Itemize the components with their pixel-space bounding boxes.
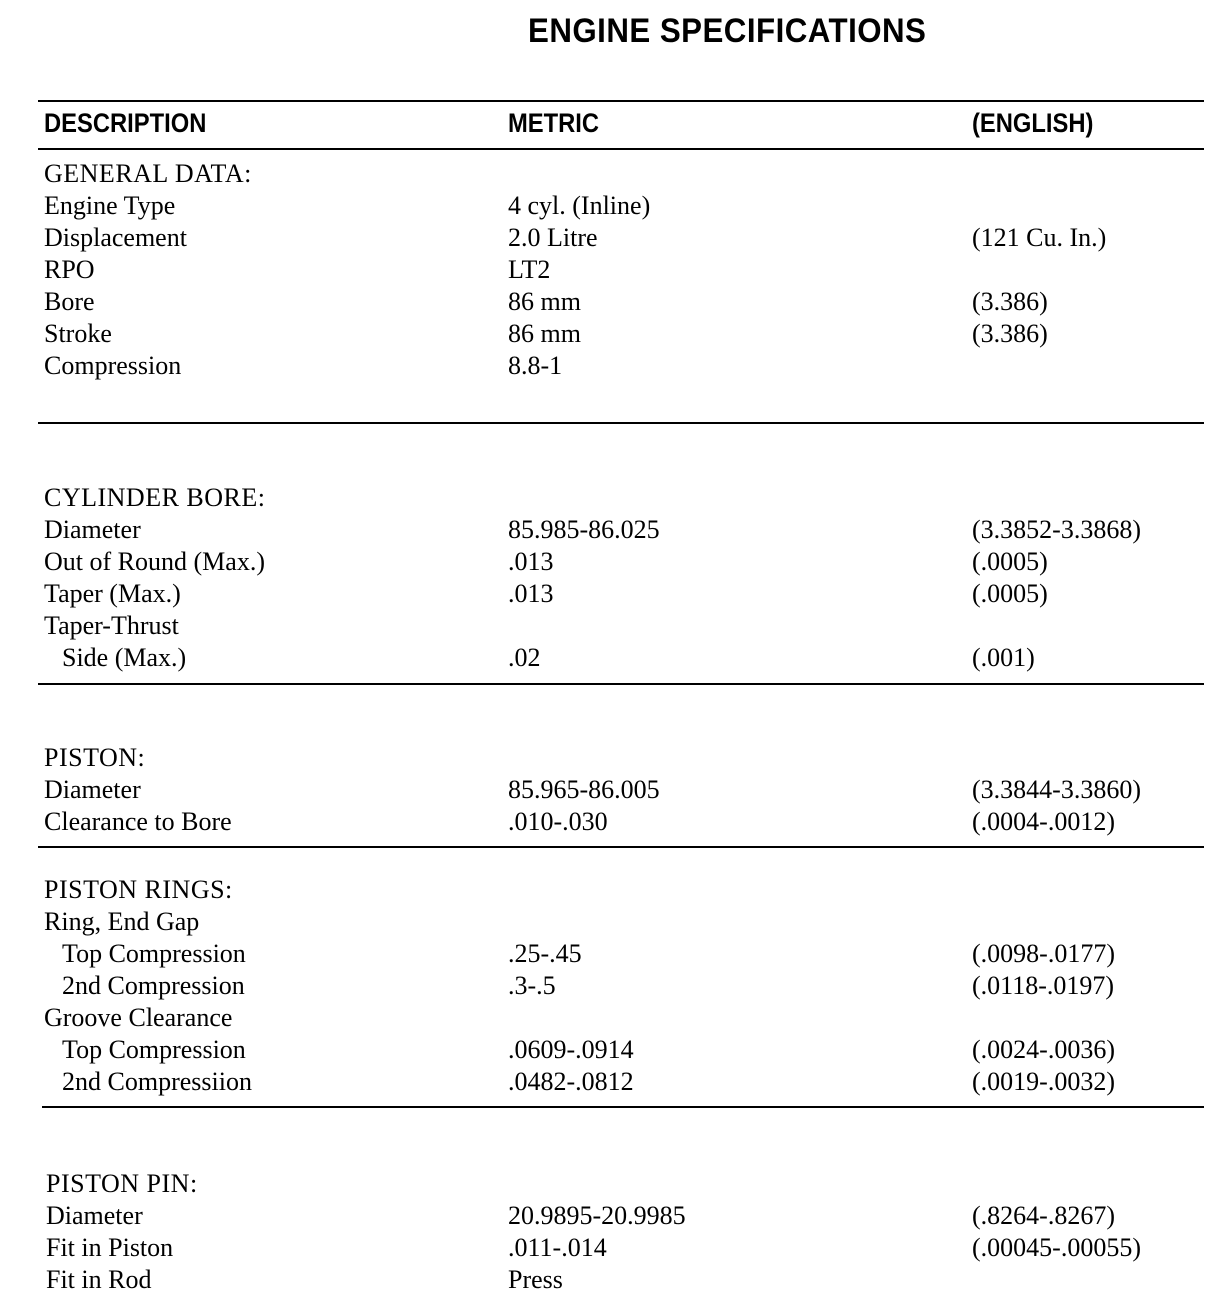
row-metric: 8.8-1 xyxy=(508,351,563,380)
row-label: Taper-Thrust xyxy=(44,611,179,640)
table-row xyxy=(0,578,1216,610)
row-label: Fit in Rod xyxy=(46,1265,152,1294)
table-row xyxy=(0,254,1216,286)
row-label: 2nd Compressiion xyxy=(62,1067,252,1096)
section-divider xyxy=(42,1106,1204,1108)
row-english: (.0005) xyxy=(972,579,1048,608)
section-cylinder-bore xyxy=(0,482,1216,674)
row-label: Groove Clearance xyxy=(44,1003,233,1032)
row-english: (.0004-.0012) xyxy=(972,807,1115,836)
row-metric: .011-.014 xyxy=(508,1233,607,1262)
row-english: (.00045-.00055) xyxy=(972,1233,1141,1262)
row-label: Top Compression xyxy=(62,1035,246,1064)
row-label: Side (Max.) xyxy=(62,643,187,672)
table-row xyxy=(0,906,1216,938)
header-bottom-rule xyxy=(38,148,1204,150)
row-label: RPO xyxy=(44,255,95,284)
row-metric: .3-.5 xyxy=(508,971,556,1000)
row-label: Bore xyxy=(44,287,95,316)
row-metric: 85.965-86.005 xyxy=(508,775,660,804)
table-row xyxy=(0,1200,1216,1232)
row-metric: .010-.030 xyxy=(508,807,608,836)
section-heading xyxy=(0,742,1216,774)
table-row xyxy=(0,514,1216,546)
table-row xyxy=(0,774,1216,806)
table-row xyxy=(0,1232,1216,1264)
row-label: Ring, End Gap xyxy=(44,907,200,936)
row-label: 2nd Compression xyxy=(62,971,245,1000)
table-row xyxy=(0,286,1216,318)
section-heading-text: PISTON RINGS: xyxy=(44,875,233,904)
section-piston-rings xyxy=(0,874,1216,1098)
row-metric: .25-.45 xyxy=(508,939,582,968)
row-label: Diameter xyxy=(44,515,141,544)
section-piston xyxy=(0,742,1216,838)
header-top-rule xyxy=(38,100,1204,102)
row-label: Clearance to Bore xyxy=(44,807,232,836)
section-heading-text: CYLINDER BORE: xyxy=(44,483,266,512)
row-label: Engine Type xyxy=(44,191,176,220)
row-metric: 2.0 Litre xyxy=(508,223,598,252)
row-label: Top Compression xyxy=(62,939,246,968)
section-heading-text: GENERAL DATA: xyxy=(44,159,252,188)
table-row xyxy=(0,350,1216,382)
section-heading-text: PISTON PIN: xyxy=(46,1169,198,1198)
section-heading xyxy=(0,1168,1216,1200)
row-metric: LT2 xyxy=(508,255,551,284)
table-row xyxy=(0,938,1216,970)
row-english: (.0005) xyxy=(972,547,1048,576)
row-label: Displacement xyxy=(44,223,187,252)
section-heading-text: PISTON: xyxy=(44,743,146,772)
row-metric: Press xyxy=(508,1265,563,1294)
table-row xyxy=(0,610,1216,642)
table-row xyxy=(0,1034,1216,1066)
row-metric: 86 mm xyxy=(508,287,581,316)
column-header-english: (ENGLISH) xyxy=(972,108,1094,138)
row-label: Out of Round (Max.) xyxy=(44,547,265,576)
column-header-description: DESCRIPTION xyxy=(44,108,207,138)
table-row xyxy=(0,642,1216,674)
row-english: (.8264-.8267) xyxy=(972,1201,1115,1230)
row-english: (.001) xyxy=(972,643,1035,672)
row-metric: 86 mm xyxy=(508,319,581,348)
row-metric: .02 xyxy=(508,643,541,672)
table-row xyxy=(0,318,1216,350)
row-label: Fit in Piston xyxy=(46,1233,174,1262)
section-heading xyxy=(0,874,1216,906)
row-english: (3.3852-3.3868) xyxy=(972,515,1141,544)
table-row xyxy=(0,970,1216,1002)
row-metric: 20.9895-20.9985 xyxy=(508,1201,686,1230)
row-english: (3.386) xyxy=(972,319,1048,348)
section-general-data xyxy=(0,158,1216,382)
table-row xyxy=(0,190,1216,222)
section-divider xyxy=(38,422,1204,424)
table-row xyxy=(0,1264,1216,1296)
row-english: (3.3844-3.3860) xyxy=(972,775,1141,804)
row-metric: .013 xyxy=(508,547,554,576)
row-metric: 4 cyl. (Inline) xyxy=(508,191,651,220)
column-header-metric: METRIC xyxy=(508,108,600,138)
row-label: Taper (Max.) xyxy=(44,579,181,608)
table-row xyxy=(0,546,1216,578)
table-row xyxy=(0,1066,1216,1098)
table-row xyxy=(0,806,1216,838)
row-label: Compression xyxy=(44,351,182,380)
section-heading xyxy=(0,158,1216,190)
row-label: Diameter xyxy=(44,775,141,804)
row-english: (.0098-.0177) xyxy=(972,939,1115,968)
row-metric: 85.985-86.025 xyxy=(508,515,660,544)
row-english: (121 Cu. In.) xyxy=(972,223,1107,252)
row-label: Diameter xyxy=(46,1201,143,1230)
row-metric: .013 xyxy=(508,579,554,608)
row-metric: .0609-.0914 xyxy=(508,1035,634,1064)
table-row xyxy=(0,1002,1216,1034)
row-english: (.0024-.0036) xyxy=(972,1035,1115,1064)
section-piston-pin xyxy=(0,1168,1216,1296)
section-heading xyxy=(0,482,1216,514)
page-title: ENGINE SPECIFICATIONS xyxy=(528,12,927,50)
row-english: (.0019-.0032) xyxy=(972,1067,1115,1096)
section-divider xyxy=(38,683,1204,685)
row-english: (3.386) xyxy=(972,287,1048,316)
section-divider xyxy=(38,846,1204,848)
row-label: Stroke xyxy=(44,319,112,348)
row-english: (.0118-.0197) xyxy=(972,971,1115,1000)
table-row xyxy=(0,222,1216,254)
row-metric: .0482-.0812 xyxy=(508,1067,634,1096)
